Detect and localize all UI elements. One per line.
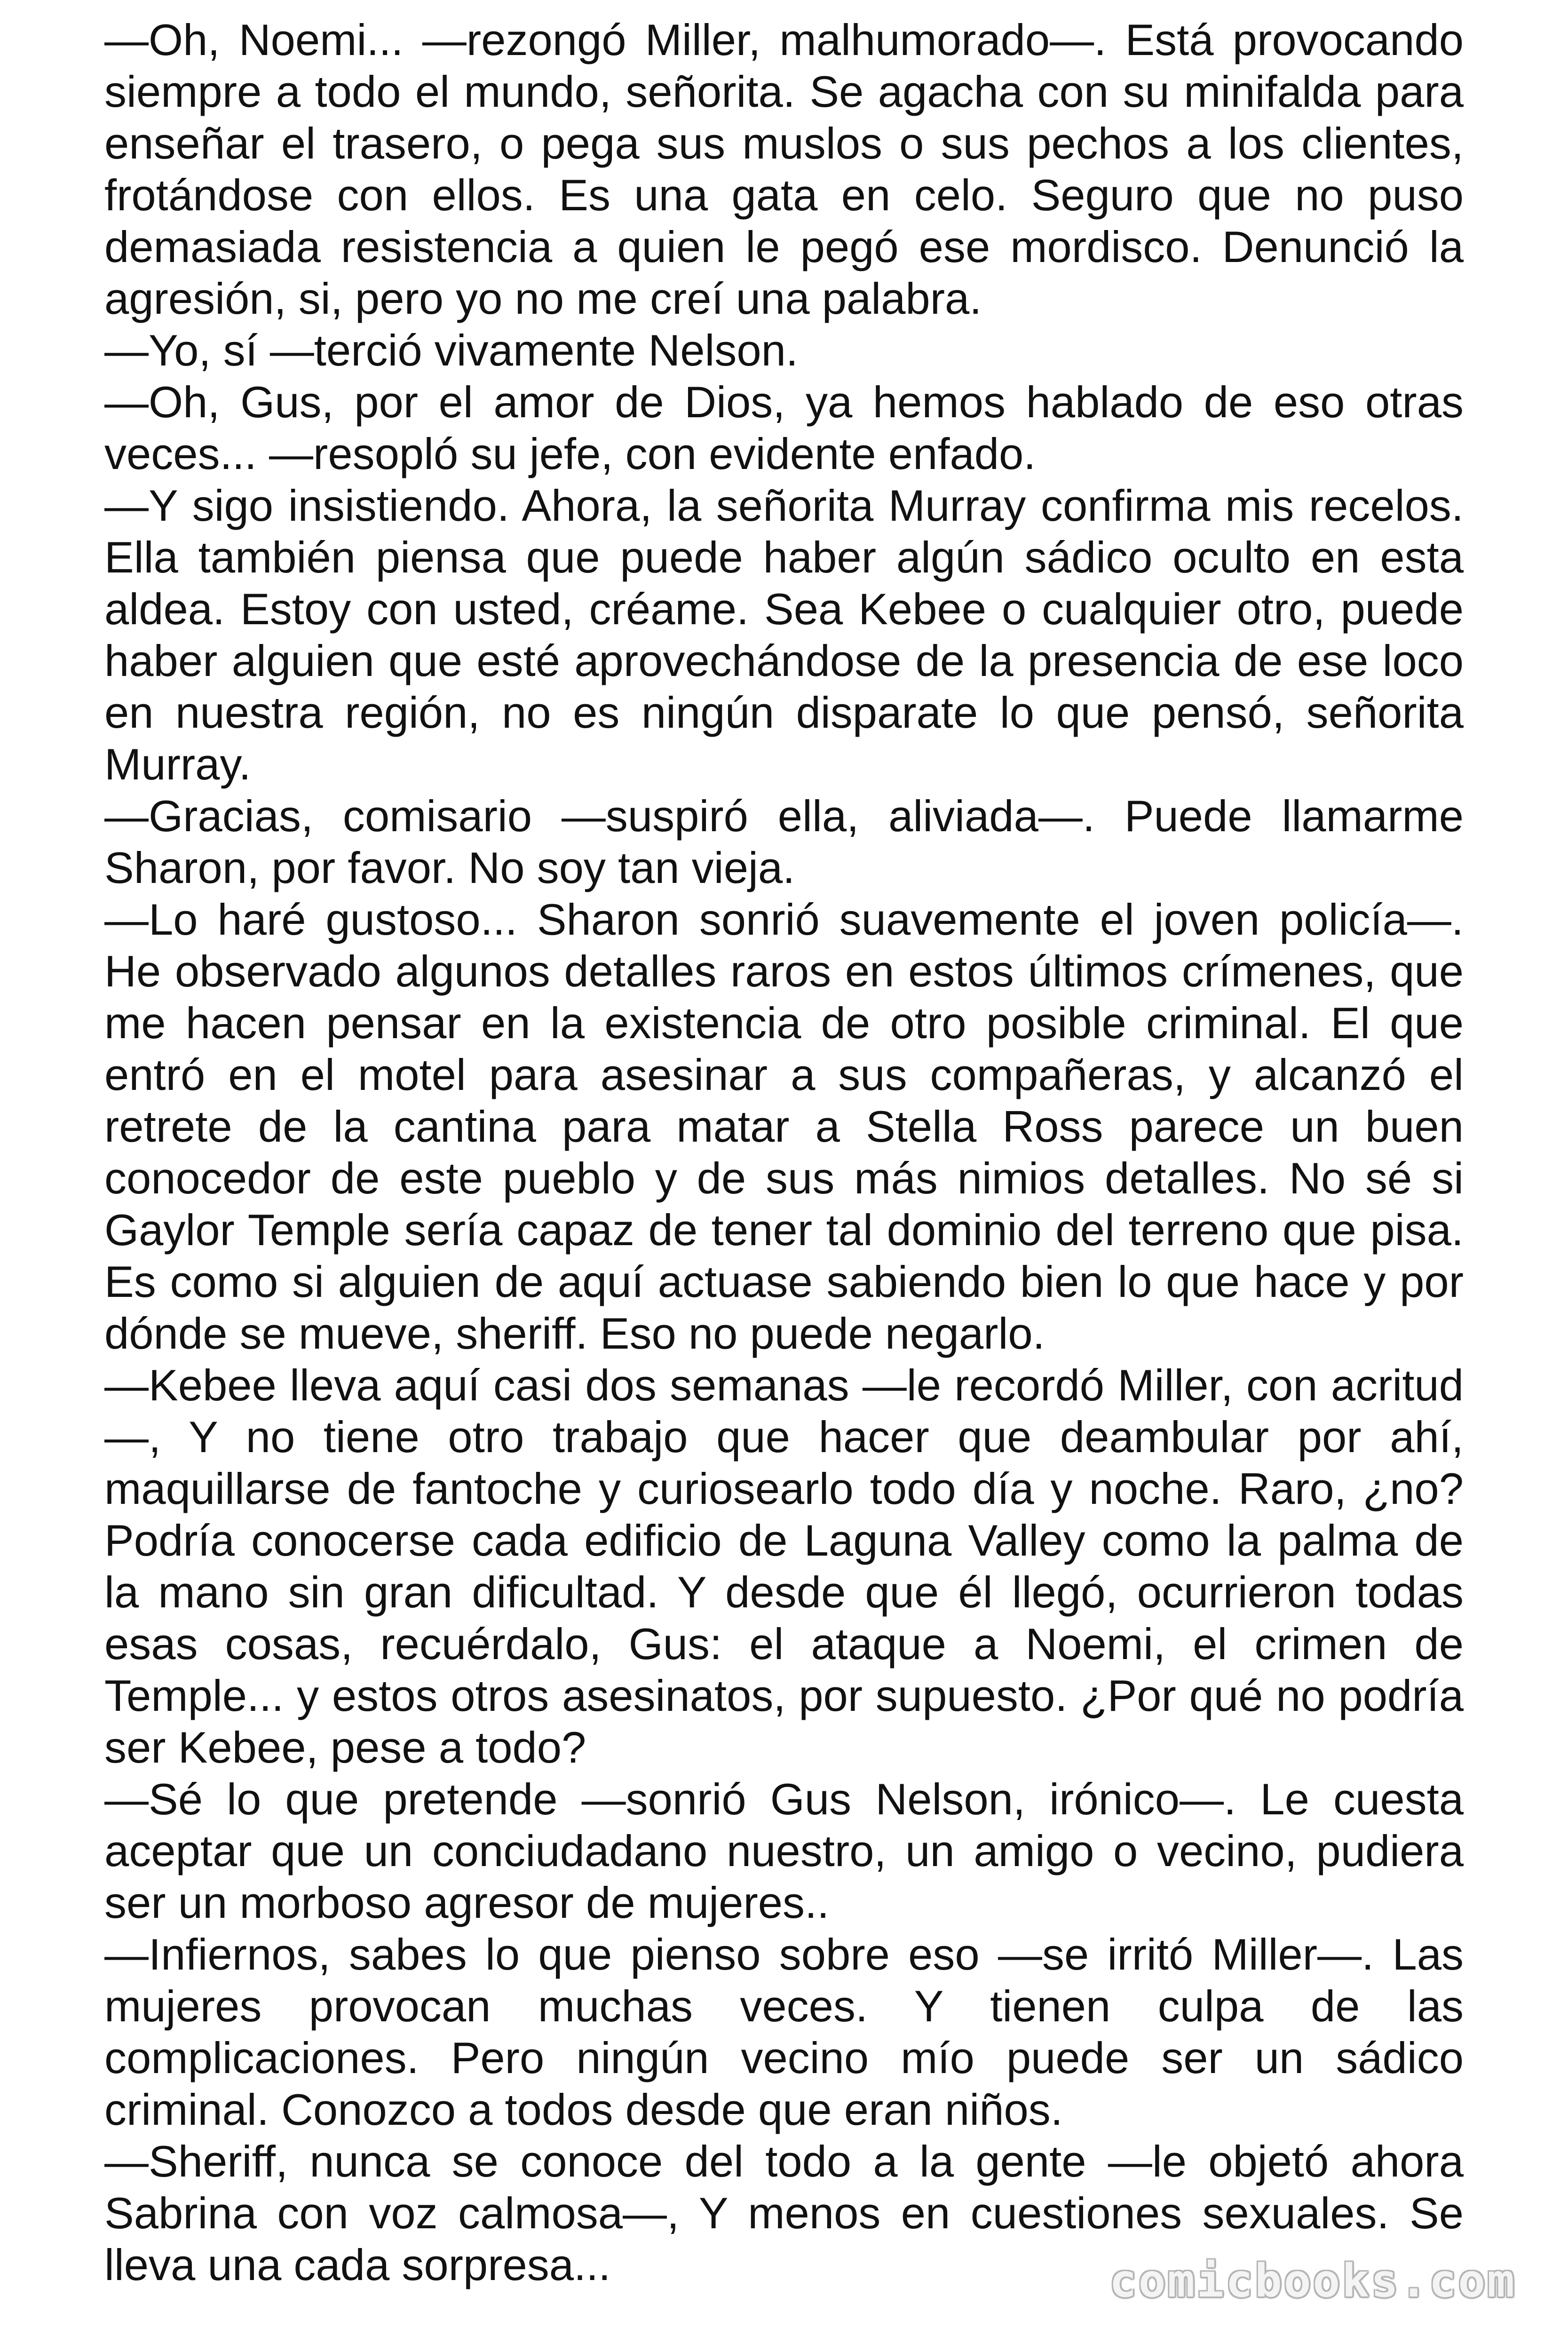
paragraph: —Infiernos, sabes lo que pienso sobre eso —se irritó Miller—. Las mujeres provocan muchas veces. Y tienen culpa de las complicaciones. Pero ningún vecino mío puede ser un sádico criminal. Conozco a todos desde que eran niños.	[104, 1930, 1464, 2134]
watermark: comicbooks.com	[1109, 2255, 1516, 2307]
paragraph: —Y sigo insistiendo. Ahora, la señorita Murray confirma mis recelos. Ella también piensa que puede haber algún sádico oculto en esta aldea. Estoy con usted, créame. Sea Kebee o cualquier otro, puede haber alguien que esté aprovechándose de la presencia de ese loco en nuestra región, no es ningún disparate lo que pensó, señorita Murray.	[104, 481, 1464, 789]
paragraph: —Yo, sí —terció vivamente Nelson.	[104, 326, 799, 375]
paragraph: —Kebee lleva aquí casi dos semanas —le recordó Miller, con acritud —, Y no tiene otro trabajo que hacer que deambular por ahí, maquillarse de fantoche y curiosearlo todo día y noche. Raro, ¿no? Podría conocerse cada edificio de Laguna Valley como la palma de la mano sin gran dificultad. Y desde que él llegó, ocurrieron todas esas cosas, recuérdalo, Gus: el ataque a Noemi, el crimen de Temple... y estos otros asesinatos, por supuesto. ¿Por qué no podría ser Kebee, pese a todo?	[104, 1360, 1464, 1772]
paragraph: —Oh, Noemi... —rezongó Miller, malhumorado—. Está provocando siempre a todo el mundo, señorita. Se agacha con su minifalda para enseñar el trasero, o pega sus muslos o sus pechos a los clientes, frotándose con ellos. Es una gata en celo. Seguro que no puso demasiada resistencia a quien le pegó ese mordisco. Denunció la agresión, si, pero yo no me creí una palabra.	[104, 15, 1464, 323]
paragraph: —Sé lo que pretende —sonrió Gus Nelson, irónico—. Le cuesta aceptar que un conciudadano nuestro, un amigo o vecino, pudiera ser un morboso agresor de mujeres..	[104, 1774, 1464, 1927]
paragraph: —Sheriff, nunca se conoce del todo a la gente —le objetó ahora Sabrina con voz calmosa—, Y menos en cuestiones sexuales. Se lleva una cada sorpresa...	[104, 2137, 1464, 2289]
page-text	[104, 14, 1464, 2291]
paragraph: —Oh, Gus, por el amor de Dios, ya hemos hablado de eso otras veces... —resopló su jefe, con evidente enfado.	[104, 377, 1464, 478]
paragraph: —Gracias, comisario —suspiró ella, aliviada—. Puede llamarme Sharon, por favor. No soy tan vieja.	[104, 791, 1464, 892]
paragraph: —Lo haré gustoso... Sharon sonrió suavemente el joven policía—. He observado algunos detalles raros en estos últimos crímenes, que me hacen pensar en la existencia de otro posible criminal. El que entró en el motel para asesinar a sus compañeras, y alcanzó el retrete de la cantina para matar a Stella Ross parece un buen conocedor de este pueblo y de sus más nimios detalles. No sé si Gaylor Temple sería capaz de tener tal dominio del terreno que pisa. Es como si alguien de aquí actuase sabiendo bien lo que hace y por dónde se mueve, sheriff. Eso no puede negarlo.	[104, 895, 1464, 1358]
